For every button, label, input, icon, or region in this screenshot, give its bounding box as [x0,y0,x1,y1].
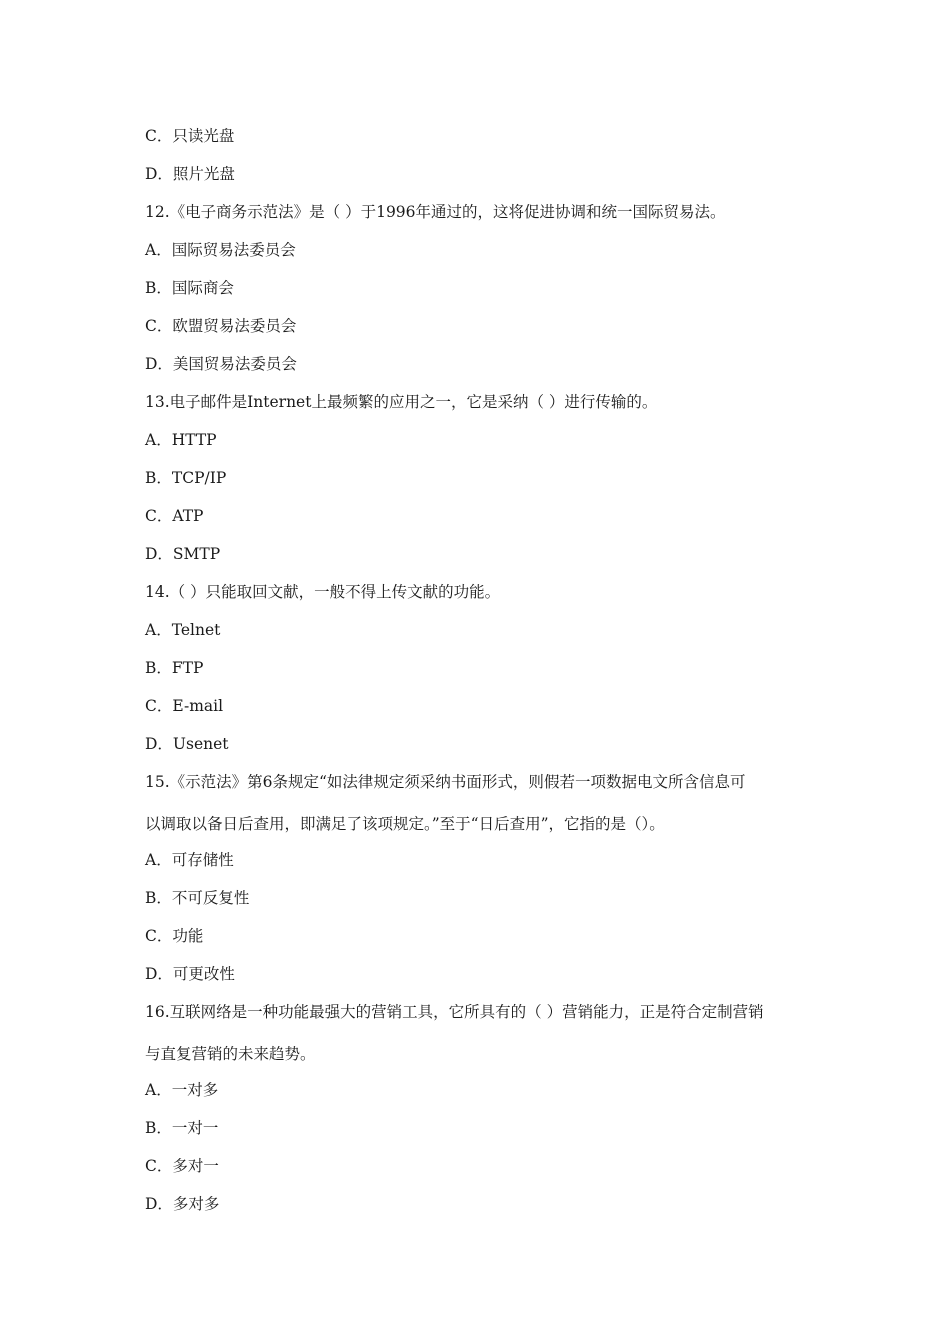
option-line: D．美国贸易法委员会 [145,355,297,373]
question-line: 以调取以备日后查用，即满足了该项规定。”至于“日后查用”，它指的是（）。 [145,815,665,833]
option-line: A．HTTP [145,431,217,449]
option-line: D．Usenet [145,735,229,753]
question-line: 15.《示范法》第6条规定“如法律规定须采纳书面形式，则假若一项数据电文所含信息可 [145,773,746,791]
option-line: A．国际贸易法委员会 [145,241,296,259]
option-line: B．FTP [145,659,204,677]
option-line: C．功能 [145,927,204,945]
option-line: D．可更改性 [145,965,235,983]
question-line: 13.电子邮件是Internet上最频繁的应用之一，它是采纳（ ）进行传输的。 [145,393,658,411]
question-line: 16.互联网络是一种功能最强大的营销工具，它所具有的（ ）营销能力，正是符合定制营销 [145,1003,764,1021]
option-line: B．国际商会 [145,279,234,297]
option-line: D．SMTP [145,545,221,563]
option-line: B．一对一 [145,1119,219,1137]
option-line: C．ATP [145,507,204,525]
option-line: B．不可反复性 [145,889,250,907]
option-line: D．照片光盘 [145,165,235,183]
option-line: A．Telnet [145,621,221,639]
option-line: A．可存储性 [145,851,234,869]
question-line: 与直复营销的未来趋势。 [145,1045,316,1063]
question-line: 12.《电子商务示范法》是（ ）于1996年通过的，这将促进协调和统一国际贸易法。 [145,203,726,221]
option-line: C．E-mail [145,697,224,715]
option-line: B．TCP/IP [145,469,227,487]
option-line: C．欧盟贸易法委员会 [145,317,297,335]
option-line: C．只读光盘 [145,127,235,145]
option-line: C．多对一 [145,1157,219,1175]
option-line: A．一对多 [145,1081,219,1099]
option-line: D．多对多 [145,1195,220,1213]
question-line: 14.（ ）只能取回文献，一般不得上传文献的功能。 [145,583,501,601]
